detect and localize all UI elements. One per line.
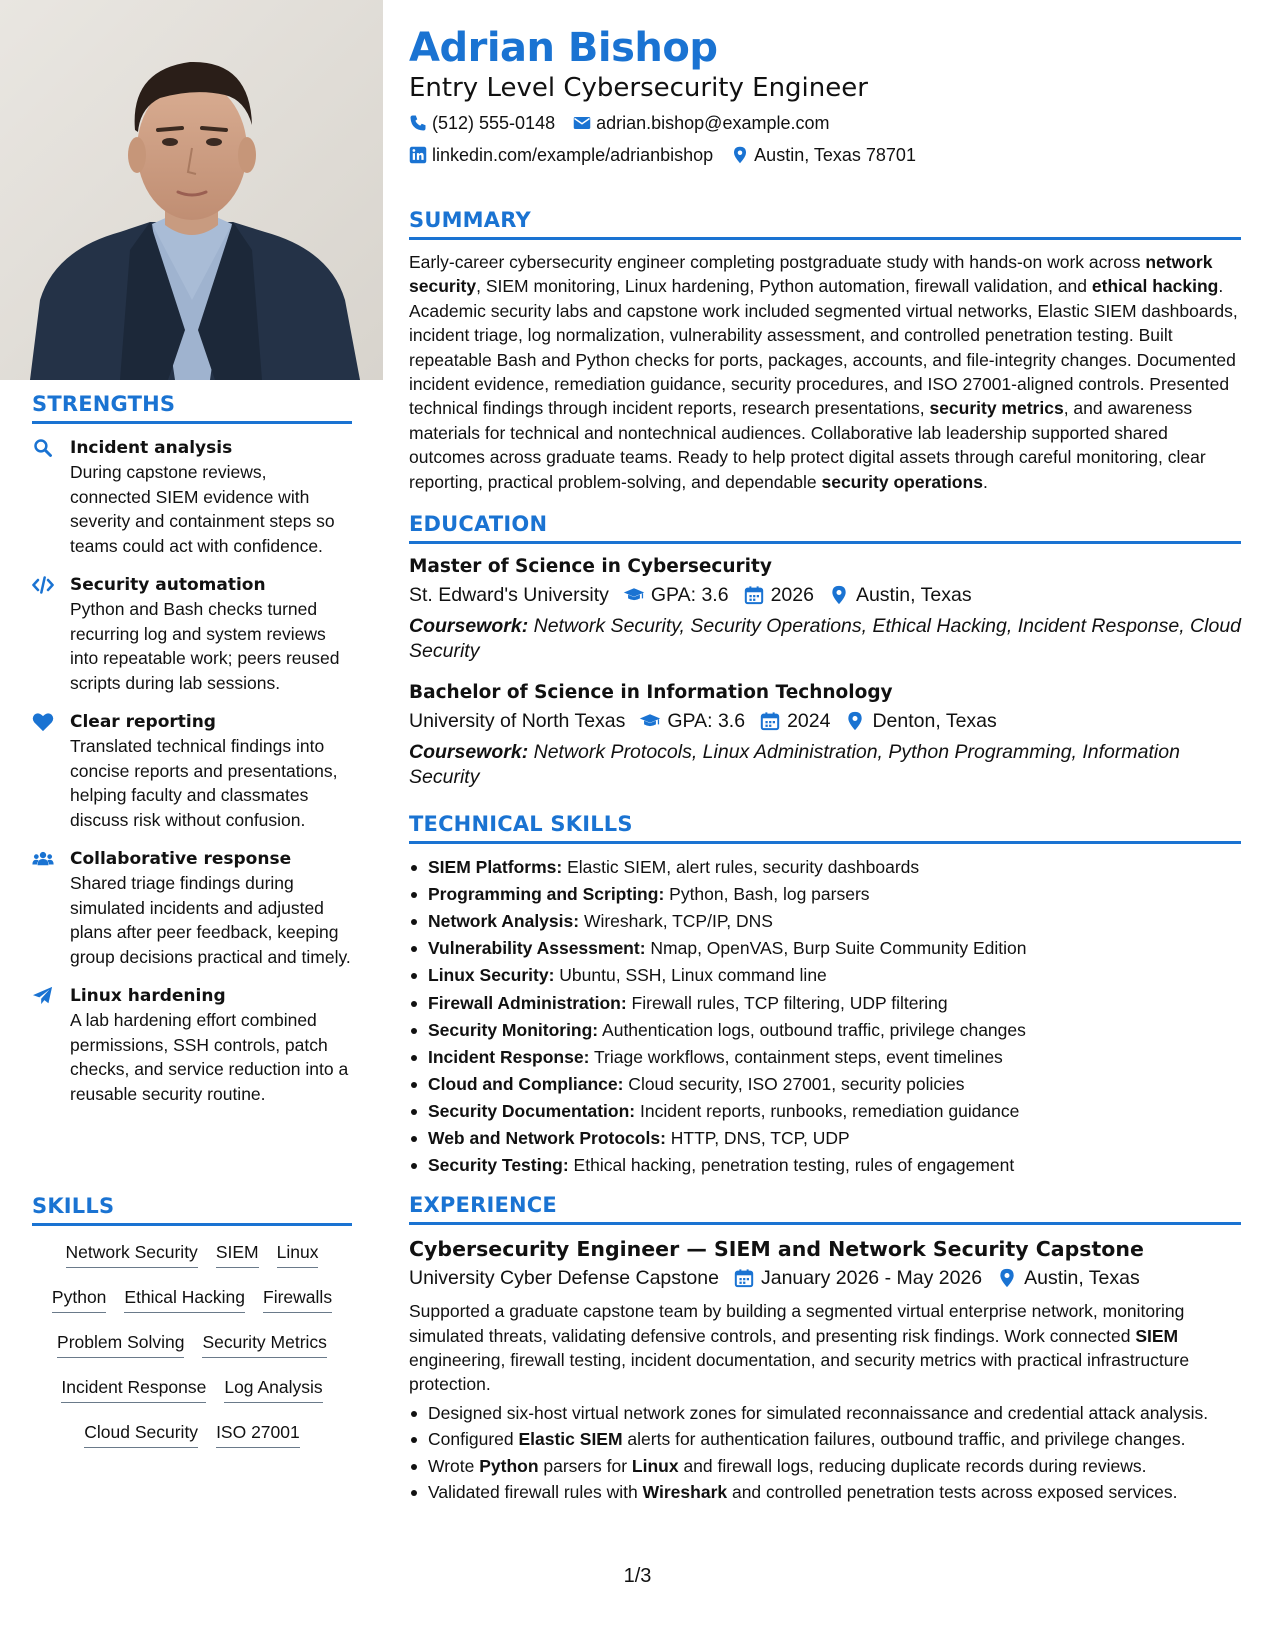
education-heading: EDUCATION [409,512,1241,544]
skill-tag-row [32,1373,352,1418]
bold-phrase: network security [409,252,1213,297]
technical-skill-item [409,990,1241,1017]
email[interactable] [573,113,829,134]
coursework-list: Network Security, Security Operations, Ethical Hacking, Incident Response, Cloud Security [409,615,1242,663]
strength-item [32,436,352,558]
search-icon [32,436,70,558]
skill-values: Wireshark, TCP/IP, DNS [579,911,773,932]
strength-name: Collaborative response [70,849,292,869]
job-dates [733,1263,982,1293]
linkedin-text: linkedin.com/example/adrianbishop [432,144,714,165]
technical-skill-item [409,935,1241,962]
strength-description: During capstone reviews, connected SIEM evidence with severity and containment steps so teams could act with confidence. [70,462,335,556]
organization-name: University Cyber Defense Capstone [409,1267,719,1290]
skill-category: Security Monitoring: [428,1019,599,1040]
technical-skill-item [409,962,1241,989]
strength-description: Python and Bash checks turned recurring log and system reviews into repeatable work; peers reused scripts during lab sessions. [70,599,340,693]
skill-tag-row [32,1238,352,1283]
job-title: Cybersecurity Engineer — SIEM and Network Security Capstone [409,1237,1144,1262]
location-text: Austin, Texas 78701 [754,144,916,165]
contact-row [409,110,1241,136]
page-number-text: 1/3 [623,1565,652,1587]
skill-values: HTTP, DNS, TCP, UDP [665,1128,850,1148]
phone[interactable] [409,113,555,134]
candidate-name: Adrian Bishop [409,25,718,71]
phone-text: (512) 555-0148 [432,112,556,133]
bold-phrase: security metrics [929,398,1064,419]
summary-text [409,250,1241,494]
degree: Bachelor of Science in Information Technology [409,682,893,704]
calendar-icon [733,1268,755,1288]
job-meta [409,1263,1241,1293]
technical-skill-item [409,1044,1241,1071]
technical-skill-item [409,908,1241,935]
text-run: Early-career cybersecurity engineer completing postgraduate study with hands-on work across [409,252,1146,272]
skill-values: Ethical hacking, penetration testing, rules of engagement [568,1155,1015,1176]
map-pin-icon [828,585,850,605]
code-icon [32,573,70,695]
portrait-image [0,0,383,380]
education-entry [409,680,1241,790]
strength-name: Security automation [70,575,266,595]
bold-phrase: Linux [631,1455,679,1476]
gpa [623,580,729,610]
skill-tag: Linux [277,1242,319,1268]
text-run: and firewall logs, reducing duplicate records during reviews. [678,1455,1147,1476]
technical-skill-item [409,1152,1241,1179]
bold-phrase: ethical hacking [1091,276,1219,297]
skill-category: Cloud and Compliance: [428,1073,624,1094]
bold-phrase: Wireshark [642,1482,728,1503]
skill-category: Incident Response: [428,1046,590,1067]
map-pin-icon [844,711,866,731]
dates-text: January 2026 - May 2026 [760,1267,983,1290]
email-text: adrian.bishop@example.com [596,112,830,133]
technical-skills-list [409,854,1241,1179]
skill-tag-row [32,1418,352,1463]
technical-skill-item [409,1125,1241,1152]
education-entry [409,554,1241,664]
skill-values: Authentication logs, outbound traffic, privilege changes [598,1019,1026,1040]
skill-values: Elastic SIEM, alert rules, security dashboards [562,857,920,878]
skills-heading: SKILLS [32,1194,352,1226]
skill-values: Cloud security, ISO 27001, security policies [623,1073,965,1094]
technical-skill-item [409,1098,1241,1125]
skill-values: Nmap, OpenVAS, Burp Suite Community Edition [645,938,1027,959]
experience-bullets [409,1401,1241,1505]
strengths-heading: STRENGTHS [32,392,352,424]
year-text: 2026 [770,584,814,607]
strength-name: Clear reporting [70,712,216,732]
map-pin-icon [731,146,749,164]
skill-values: Firewall rules, TCP filtering, UDP filtering [626,992,948,1013]
bold-phrase: Elastic SIEM [518,1429,623,1450]
skill-category: Web and Network Protocols: [428,1128,666,1148]
skills-section [32,1194,352,1463]
degree: Master of Science in Cybersecurity [409,556,772,578]
text-run: parsers for [538,1455,632,1476]
skill-tag: Problem Solving [57,1332,184,1358]
strength-description: A lab hardening effort combined permissions, SSH controls, patch checks, and service reduction into a reusable security routine. [70,1010,349,1104]
gpa [639,706,745,736]
skill-category: Network Analysis: [428,911,580,932]
text-run: and controlled penetration tests across exposed services. [727,1482,1178,1503]
skill-values: Ubuntu, SSH, Linux command line [554,965,827,986]
users-icon [32,847,70,969]
experience-bullet [409,1427,1241,1451]
text-run: Configured [428,1429,519,1450]
skill-tag-row [32,1328,352,1373]
contact-row-2 [409,142,1241,168]
skill-values: Incident reports, runbooks, remediation guidance [635,1100,1020,1121]
skill-tag: Cloud Security [84,1422,198,1448]
skill-values: Python, Bash, log parsers [664,884,870,905]
skill-tag: Network Security [66,1242,198,1268]
strength-item [32,984,352,1106]
linkedin[interactable] [409,145,713,166]
linkedin-icon [409,146,427,164]
coursework-label: Coursework: [409,741,529,764]
location-text: Austin, Texas [1024,1267,1140,1290]
coursework-list: Network Protocols, Linux Administration, Python Programming, Information Security [409,741,1180,789]
experience-section [409,1193,1241,1504]
strengths-section [32,392,352,1106]
skill-category: Vulnerability Assessment: [428,938,646,959]
phone-icon [409,114,427,132]
map-pin-icon [996,1268,1018,1288]
bold-phrase: Python [479,1455,539,1476]
technical-skill-item [409,881,1241,908]
skill-tag: ISO 27001 [216,1422,300,1448]
text-run: Supported a graduate capstone team by building a segmented virtual enterprise network, monitoring simulated threats, validating defensive controls, and presenting risk findings. Work connected [409,1301,1185,1346]
text-run: engineering, firewall testing, incident documentation, and security metrics with practical infrastructure protection. [409,1350,1190,1395]
skill-tag: Incident Response [61,1377,206,1403]
school-name: St. Edward's University [409,584,609,607]
experience-bullet [409,1454,1241,1478]
text-run: , SIEM monitoring, Linux hardening, Python automation, firewall validation, and [476,276,1092,297]
school [409,580,609,610]
skill-category: SIEM Platforms: [428,857,563,878]
location [731,145,916,166]
school-name: University of North Texas [409,710,626,733]
skill-category: Security Testing: [428,1155,569,1176]
technical-skills-heading: TECHNICAL SKILLS [409,812,1241,844]
heart-icon [32,710,70,832]
calendar-icon [743,585,765,605]
job-location [996,1263,1140,1293]
coursework [409,614,1241,664]
skill-tag: Python [52,1287,106,1313]
skill-category: Programming and Scripting: [428,884,665,905]
text-run: Designed six-host virtual network zones for simulated reconnaissance and credential attack analysis. [428,1402,1209,1423]
skill-values: Triage workflows, containment steps, event timelines [589,1046,1003,1067]
experience-bullet [409,1480,1241,1504]
bold-phrase: security operations [821,471,983,492]
bold-phrase: SIEM [1135,1325,1179,1346]
graduation-cap-icon [639,711,661,731]
skill-tag: Security Metrics [202,1332,326,1358]
candidate-role: Entry Level Cybersecurity Engineer [409,73,868,103]
technical-skill-item [409,854,1241,881]
page-number [0,1565,1275,1588]
gpa-text: GPA: 3.6 [650,584,729,607]
skill-category: Firewall Administration: [428,992,627,1013]
summary-heading: SUMMARY [409,208,1241,240]
organization [409,1263,719,1293]
experience-bullet [409,1401,1241,1425]
strength-item [32,573,352,695]
text-run: alerts for authentication failures, outbound traffic, and privilege changes. [622,1429,1186,1450]
calendar-icon [759,711,781,731]
school [409,706,625,736]
technical-skill-item [409,1017,1241,1044]
strength-item [32,847,352,969]
text-run: , and awareness materials for technical and nontechnical audiences. Collaborative lab leadership supported shared outcomes across graduate teams. Ready to help protect digital assets through careful monitoring, clear reporting, practical problem-solving, and dependable [409,398,1206,492]
main-content [409,22,1241,1506]
strength-item [32,710,352,832]
strength-name: Linux hardening [70,986,226,1006]
skill-tag: SIEM [216,1242,259,1268]
technical-skills-section [409,812,1241,1179]
strength-description: Shared triage findings during simulated incidents and adjusted plans after peer feedback, keeping group decisions practical and timely. [70,873,351,967]
summary-section [409,208,1241,494]
text-run: Wrote [428,1455,480,1476]
skill-tag: Ethical Hacking [124,1287,245,1313]
text-run: . Academic security labs and capstone work included segmented virtual networks, Elastic SIEM dashboards, incident triage, log normalization, vulnerability assessment, and controlled penetration testing. Built repeatable Bash and Python checks for ports, packages, accounts, and file-integrity changes. Documented incident evidence, remediation guidance, security procedures, and ISO 27001-aligned controls. Presented technical findings through incident reports, research presentations, [409,276,1238,419]
skill-tags [32,1238,352,1463]
location-text: Austin, Texas [855,584,972,607]
gpa-text: GPA: 3.6 [667,710,746,733]
skill-tag: Firewalls [263,1287,332,1313]
education-section [409,512,1241,790]
strength-name: Incident analysis [70,438,233,458]
graduation-cap-icon [623,585,645,605]
skill-tag-row [32,1283,352,1328]
coursework [409,740,1241,790]
year-text: 2024 [787,710,831,733]
sidebar [0,0,383,1650]
year [759,706,830,736]
experience-heading: EXPERIENCE [409,1193,1241,1225]
profile-photo [0,0,383,380]
edu-location [828,580,972,610]
skill-category: Linux Security: [428,965,555,986]
edu-location [844,706,996,736]
skill-tag: Log Analysis [224,1377,322,1403]
experience-summary [409,1299,1241,1397]
text-run: Validated firewall rules with [428,1482,643,1503]
envelope-icon [573,114,591,132]
strength-description: Translated technical findings into concise reports and presentations, helping faculty and classmates discuss risk without confusion. [70,736,338,830]
coursework-label: Coursework: [409,615,529,638]
text-run: . [982,471,988,492]
paper-plane-icon [32,984,70,1106]
location-text: Denton, Texas [872,710,997,733]
year [743,580,814,610]
skill-category: Security Documentation: [428,1100,636,1121]
technical-skill-item [409,1071,1241,1098]
